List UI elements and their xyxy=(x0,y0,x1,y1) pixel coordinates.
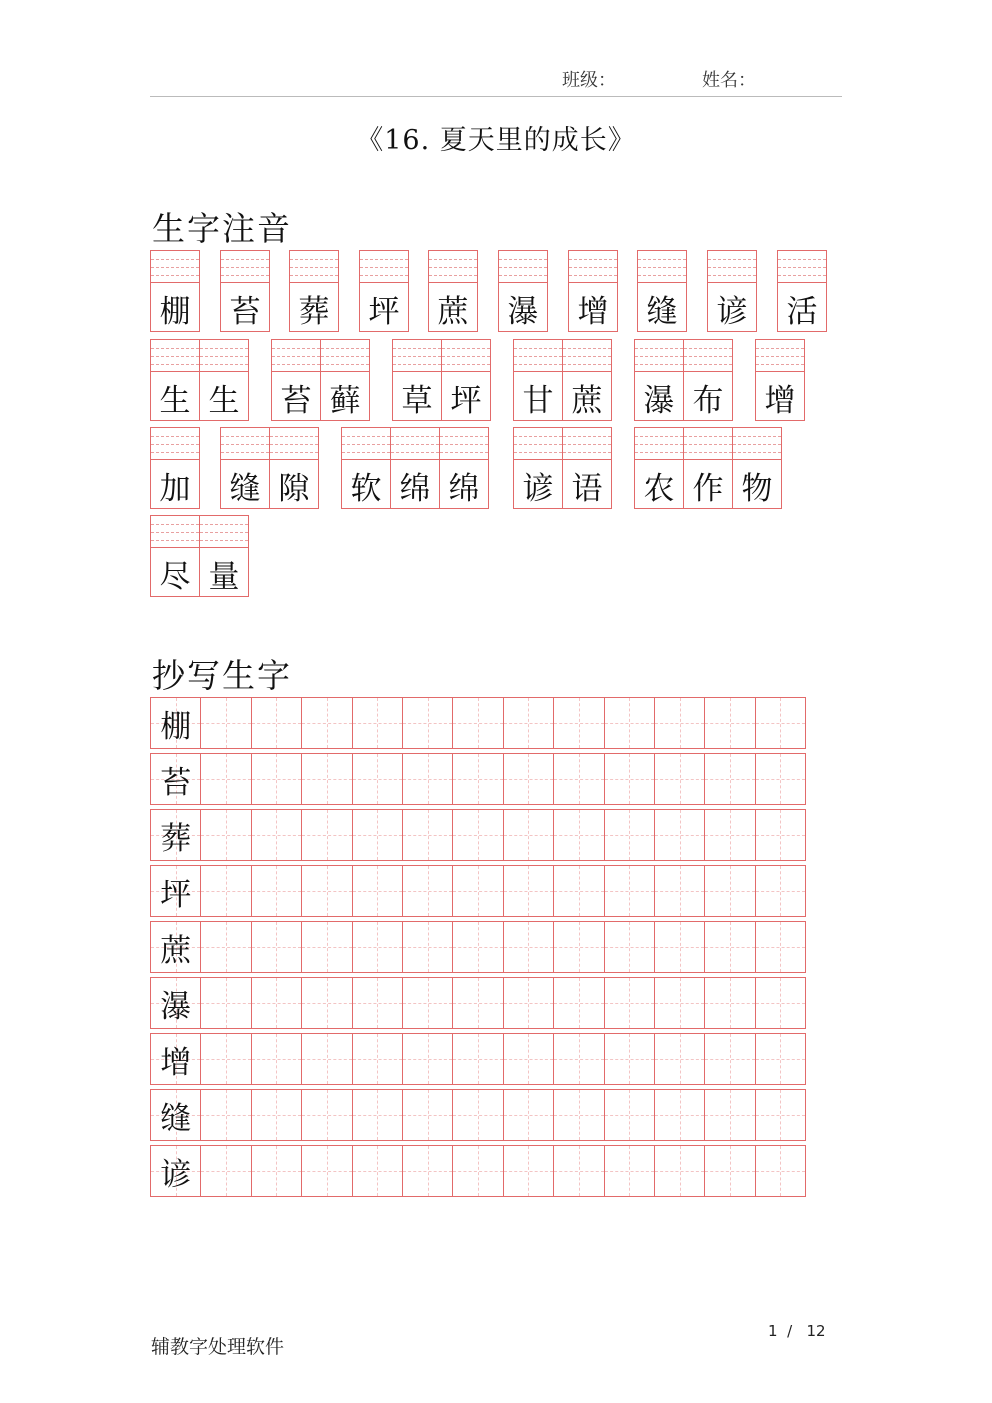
practice-cell[interactable] xyxy=(553,865,604,917)
hanzi-char xyxy=(638,283,686,333)
model-char-cell xyxy=(150,977,201,1029)
model-char: 棚 xyxy=(160,708,192,745)
practice-cell[interactable] xyxy=(352,1145,403,1197)
practice-cell[interactable] xyxy=(452,697,503,749)
hanzi-char xyxy=(429,283,477,333)
practice-cell[interactable] xyxy=(402,865,453,917)
practice-cell[interactable] xyxy=(301,1089,352,1141)
practice-cell[interactable] xyxy=(200,809,251,861)
pinyin-cell[interactable] xyxy=(439,427,489,509)
practice-cell[interactable] xyxy=(553,1145,604,1197)
pinyin-cell[interactable] xyxy=(150,427,200,509)
hanzi-char xyxy=(440,460,488,510)
practice-cell[interactable] xyxy=(604,1033,655,1085)
practice-cell[interactable] xyxy=(604,809,655,861)
practice-cell[interactable] xyxy=(402,1089,453,1141)
hanzi-text: 农 xyxy=(643,470,675,507)
hanzi-text: 坪 xyxy=(368,293,400,330)
hanzi-char xyxy=(563,372,611,422)
practice-cell[interactable] xyxy=(452,977,503,1029)
practice-cell[interactable] xyxy=(604,697,655,749)
pinyin-cell[interactable] xyxy=(777,250,827,332)
hanzi-text: 藓 xyxy=(329,382,361,419)
hanzi-text: 绵 xyxy=(448,470,480,507)
practice-cell[interactable] xyxy=(352,977,403,1029)
hanzi-char xyxy=(290,283,338,333)
hanzi-text: 量 xyxy=(208,558,240,595)
practice-cell[interactable] xyxy=(704,697,755,749)
practice-cell[interactable] xyxy=(704,977,755,1029)
hanzi-char xyxy=(635,460,683,510)
pinyin-word xyxy=(220,427,318,509)
practice-cell[interactable] xyxy=(704,1033,755,1085)
pinyin-cell[interactable] xyxy=(562,339,612,421)
practice-cell[interactable] xyxy=(251,809,302,861)
practice-cell[interactable] xyxy=(452,753,503,805)
pinyin-word xyxy=(428,250,477,332)
practice-cell[interactable] xyxy=(402,1145,453,1197)
practice-cell[interactable] xyxy=(704,753,755,805)
practice-cell[interactable] xyxy=(604,1089,655,1141)
hanzi-char xyxy=(684,460,732,510)
copy-row xyxy=(150,977,818,1029)
hanzi-text: 生 xyxy=(159,382,191,419)
copy-row xyxy=(150,753,818,805)
practice-cell[interactable] xyxy=(200,1145,251,1197)
hanzi-char xyxy=(151,548,199,598)
practice-cell[interactable] xyxy=(604,865,655,917)
pinyin-cell[interactable] xyxy=(269,427,319,509)
footer-software: 辅教字处理软件 xyxy=(151,1336,285,1358)
practice-cell[interactable] xyxy=(352,697,403,749)
pinyin-word xyxy=(498,250,547,332)
pinyin-cell[interactable] xyxy=(271,339,321,421)
pinyin-cell[interactable] xyxy=(150,250,200,332)
hanzi-char xyxy=(151,283,199,333)
pinyin-cell[interactable] xyxy=(634,339,684,421)
pinyin-cell[interactable] xyxy=(428,250,478,332)
section-title-pinyin: 生字注音 xyxy=(152,209,292,248)
practice-cell[interactable] xyxy=(704,1089,755,1141)
practice-cell[interactable] xyxy=(301,697,352,749)
practice-cell[interactable] xyxy=(503,921,554,973)
hanzi-char xyxy=(708,283,756,333)
model-char-cell xyxy=(150,921,201,973)
practice-cell[interactable] xyxy=(452,1033,503,1085)
pinyin-cell[interactable] xyxy=(755,339,805,421)
pinyin-word xyxy=(150,339,248,421)
pinyin-cell[interactable] xyxy=(498,250,548,332)
pinyin-word xyxy=(150,427,199,509)
practice-cell[interactable] xyxy=(301,1033,352,1085)
model-char-cell xyxy=(150,753,201,805)
hanzi-char xyxy=(270,460,318,510)
pinyin-cell[interactable] xyxy=(683,339,733,421)
practice-cell[interactable] xyxy=(654,921,705,973)
practice-cell[interactable] xyxy=(352,753,403,805)
hanzi-text: 草 xyxy=(401,382,433,419)
pinyin-word xyxy=(634,427,781,509)
hanzi-text: 绵 xyxy=(399,470,431,507)
pinyin-word xyxy=(150,250,199,332)
pinyin-word xyxy=(150,515,248,597)
practice-cell[interactable] xyxy=(755,1089,806,1141)
class-label: 班级： xyxy=(562,70,616,91)
hanzi-char xyxy=(514,372,562,422)
pinyin-word xyxy=(707,250,756,332)
practice-cell[interactable] xyxy=(654,697,705,749)
hanzi-char xyxy=(684,372,732,422)
practice-cell[interactable] xyxy=(200,697,251,749)
page-current: 1 xyxy=(768,1322,778,1340)
practice-cell[interactable] xyxy=(301,865,352,917)
pinyin-word xyxy=(341,427,488,509)
practice-cell[interactable] xyxy=(704,865,755,917)
practice-cell[interactable] xyxy=(553,697,604,749)
pinyin-word xyxy=(513,427,611,509)
practice-cell[interactable] xyxy=(755,753,806,805)
practice-cell[interactable] xyxy=(251,1033,302,1085)
practice-cell[interactable] xyxy=(251,753,302,805)
practice-cell[interactable] xyxy=(503,809,554,861)
practice-cell[interactable] xyxy=(251,697,302,749)
practice-cell[interactable] xyxy=(402,1033,453,1085)
hanzi-char xyxy=(514,460,562,510)
pinyin-word xyxy=(568,250,617,332)
model-char: 谚 xyxy=(160,1156,192,1193)
pinyin-word xyxy=(289,250,338,332)
pinyin-cell[interactable] xyxy=(732,427,782,509)
hanzi-char xyxy=(442,372,490,422)
pinyin-word xyxy=(359,250,408,332)
practice-cell[interactable] xyxy=(352,865,403,917)
model-char-cell xyxy=(150,865,201,917)
hanzi-text: 葬 xyxy=(298,293,330,330)
hanzi-text: 瀑 xyxy=(643,382,675,419)
hanzi-text: 甘 xyxy=(522,382,554,419)
practice-cell[interactable] xyxy=(755,1033,806,1085)
hanzi-char xyxy=(342,460,390,510)
hanzi-char xyxy=(221,460,269,510)
practice-cell[interactable] xyxy=(704,809,755,861)
practice-cell[interactable] xyxy=(452,921,503,973)
practice-cell[interactable] xyxy=(402,809,453,861)
practice-cell[interactable] xyxy=(251,977,302,1029)
practice-cell[interactable] xyxy=(251,1089,302,1141)
page-number xyxy=(768,1322,826,1340)
model-char: 坪 xyxy=(160,876,192,913)
page-separator: / xyxy=(782,1322,802,1340)
pinyin-cell[interactable] xyxy=(199,339,249,421)
model-char: 葬 xyxy=(160,820,192,857)
practice-cell[interactable] xyxy=(200,1033,251,1085)
practice-cell[interactable] xyxy=(553,1033,604,1085)
practice-cell[interactable] xyxy=(301,921,352,973)
practice-cell[interactable] xyxy=(251,921,302,973)
pinyin-word xyxy=(513,339,611,421)
hanzi-char xyxy=(151,372,199,422)
hanzi-text: 语 xyxy=(571,470,603,507)
hanzi-text: 布 xyxy=(692,382,724,419)
copy-row xyxy=(150,1033,818,1085)
hanzi-char xyxy=(391,460,439,510)
copy-row xyxy=(150,921,818,973)
pinyin-word xyxy=(755,339,804,421)
practice-cell[interactable] xyxy=(654,1033,705,1085)
pinyin-cell[interactable] xyxy=(320,339,370,421)
practice-cell[interactable] xyxy=(553,1089,604,1141)
hanzi-text: 瀑 xyxy=(507,293,539,330)
pinyin-word xyxy=(637,250,686,332)
practice-cell[interactable] xyxy=(301,1145,352,1197)
practice-cell[interactable] xyxy=(654,865,705,917)
copy-row xyxy=(150,809,818,861)
practice-cell[interactable] xyxy=(352,921,403,973)
hanzi-char xyxy=(151,460,199,510)
practice-cell[interactable] xyxy=(654,1145,705,1197)
pinyin-cell[interactable] xyxy=(289,250,339,332)
hanzi-char xyxy=(393,372,441,422)
practice-cell[interactable] xyxy=(251,865,302,917)
section-title-copy: 抄写生字 xyxy=(152,656,292,695)
practice-cell[interactable] xyxy=(251,1145,302,1197)
pinyin-cell[interactable] xyxy=(220,250,270,332)
hanzi-char xyxy=(563,460,611,510)
practice-cell[interactable] xyxy=(452,809,503,861)
practice-cell[interactable] xyxy=(604,977,655,1029)
pinyin-cell[interactable] xyxy=(392,339,442,421)
hanzi-text: 软 xyxy=(350,470,382,507)
practice-cell[interactable] xyxy=(503,1145,554,1197)
pinyin-cell[interactable] xyxy=(568,250,618,332)
practice-cell[interactable] xyxy=(402,697,453,749)
model-char: 苔 xyxy=(160,764,192,801)
practice-cell[interactable] xyxy=(704,1145,755,1197)
pinyin-word xyxy=(777,250,826,332)
hanzi-char xyxy=(733,460,781,510)
practice-cell[interactable] xyxy=(604,753,655,805)
practice-cell[interactable] xyxy=(654,1089,705,1141)
pinyin-cell[interactable] xyxy=(441,339,491,421)
practice-cell[interactable] xyxy=(402,977,453,1029)
pinyin-cell[interactable] xyxy=(513,427,563,509)
hanzi-text: 加 xyxy=(159,470,191,507)
pinyin-cell[interactable] xyxy=(359,250,409,332)
hanzi-text: 物 xyxy=(741,470,773,507)
hanzi-char xyxy=(221,283,269,333)
practice-cell[interactable] xyxy=(654,753,705,805)
practice-cell[interactable] xyxy=(301,753,352,805)
pinyin-cell[interactable] xyxy=(513,339,563,421)
hanzi-text: 蔗 xyxy=(571,382,603,419)
hanzi-text: 谚 xyxy=(716,293,748,330)
practice-cell[interactable] xyxy=(352,1089,403,1141)
hanzi-char xyxy=(569,283,617,333)
model-char: 瀑 xyxy=(160,988,192,1025)
hanzi-text: 蔗 xyxy=(437,293,469,330)
hanzi-text: 增 xyxy=(577,293,609,330)
hanzi-char xyxy=(200,372,248,422)
practice-cell[interactable] xyxy=(200,1089,251,1141)
model-char-cell xyxy=(150,697,201,749)
hanzi-text: 棚 xyxy=(159,293,191,330)
practice-cell[interactable] xyxy=(352,1033,403,1085)
practice-cell[interactable] xyxy=(503,753,554,805)
practice-cell[interactable] xyxy=(402,753,453,805)
page-total: 12 xyxy=(806,1322,826,1340)
pinyin-cell[interactable] xyxy=(683,427,733,509)
hanzi-char xyxy=(778,283,826,333)
practice-cell[interactable] xyxy=(755,809,806,861)
pinyin-cell[interactable] xyxy=(220,427,270,509)
model-char-cell xyxy=(150,1033,201,1085)
practice-cell[interactable] xyxy=(503,697,554,749)
model-char-cell xyxy=(150,1145,201,1197)
practice-cell[interactable] xyxy=(553,809,604,861)
pinyin-cell[interactable] xyxy=(634,427,684,509)
hanzi-text: 隙 xyxy=(278,470,310,507)
pinyin-cell[interactable] xyxy=(150,515,200,597)
model-char-cell xyxy=(150,1089,201,1141)
pinyin-cell[interactable] xyxy=(150,339,200,421)
practice-cell[interactable] xyxy=(755,1145,806,1197)
hanzi-text: 苔 xyxy=(229,293,261,330)
practice-cell[interactable] xyxy=(755,921,806,973)
pinyin-word xyxy=(392,339,490,421)
practice-cell[interactable] xyxy=(503,1033,554,1085)
practice-cell[interactable] xyxy=(402,921,453,973)
practice-cell[interactable] xyxy=(200,865,251,917)
practice-cell[interactable] xyxy=(200,977,251,1029)
copy-grid xyxy=(150,697,818,1201)
hanzi-char xyxy=(321,372,369,422)
hanzi-text: 谚 xyxy=(522,470,554,507)
pinyin-cell[interactable] xyxy=(341,427,391,509)
hanzi-text: 缝 xyxy=(646,293,678,330)
practice-cell[interactable] xyxy=(755,977,806,1029)
practice-cell[interactable] xyxy=(604,921,655,973)
practice-cell[interactable] xyxy=(755,865,806,917)
hanzi-char xyxy=(635,372,683,422)
copy-row xyxy=(150,1089,818,1141)
practice-cell[interactable] xyxy=(452,1089,503,1141)
practice-cell[interactable] xyxy=(553,977,604,1029)
practice-cell[interactable] xyxy=(200,753,251,805)
hanzi-char xyxy=(756,372,804,422)
practice-cell[interactable] xyxy=(704,921,755,973)
hanzi-text: 增 xyxy=(764,382,796,419)
practice-cell[interactable] xyxy=(503,977,554,1029)
pinyin-word xyxy=(220,250,269,332)
pinyin-cell[interactable] xyxy=(390,427,440,509)
model-char: 蔗 xyxy=(160,932,192,969)
hanzi-char xyxy=(360,283,408,333)
pinyin-cell[interactable] xyxy=(562,427,612,509)
hanzi-char xyxy=(499,283,547,333)
model-char: 缝 xyxy=(160,1100,192,1137)
hanzi-text: 活 xyxy=(786,293,818,330)
hanzi-text: 尽 xyxy=(159,558,191,595)
practice-cell[interactable] xyxy=(755,697,806,749)
practice-cell[interactable] xyxy=(452,865,503,917)
practice-cell[interactable] xyxy=(503,865,554,917)
practice-cell[interactable] xyxy=(654,809,705,861)
pinyin-cell[interactable] xyxy=(199,515,249,597)
practice-cell[interactable] xyxy=(352,809,403,861)
practice-cell[interactable] xyxy=(452,1145,503,1197)
page-title: 《16. 夏天里的成长》 xyxy=(356,125,636,156)
model-char-cell xyxy=(150,809,201,861)
pinyin-word xyxy=(634,339,732,421)
copy-row xyxy=(150,697,818,749)
copy-row xyxy=(150,865,818,917)
hanzi-char xyxy=(272,372,320,422)
model-char: 增 xyxy=(160,1044,192,1081)
pinyin-cell[interactable] xyxy=(637,250,687,332)
hanzi-text: 缝 xyxy=(229,470,261,507)
practice-cell[interactable] xyxy=(200,921,251,973)
hanzi-char xyxy=(200,548,248,598)
practice-cell[interactable] xyxy=(604,1145,655,1197)
practice-cell[interactable] xyxy=(301,809,352,861)
practice-cell[interactable] xyxy=(553,921,604,973)
practice-cell[interactable] xyxy=(654,977,705,1029)
name-label: 姓名： xyxy=(702,70,756,91)
practice-cell[interactable] xyxy=(503,1089,554,1141)
pinyin-cell[interactable] xyxy=(707,250,757,332)
copy-row xyxy=(150,1145,818,1197)
practice-cell[interactable] xyxy=(553,753,604,805)
practice-cell[interactable] xyxy=(301,977,352,1029)
hanzi-text: 生 xyxy=(208,382,240,419)
hanzi-text: 苔 xyxy=(280,382,312,419)
pinyin-word xyxy=(271,339,369,421)
hanzi-text: 坪 xyxy=(450,382,482,419)
hanzi-text: 作 xyxy=(692,470,724,507)
